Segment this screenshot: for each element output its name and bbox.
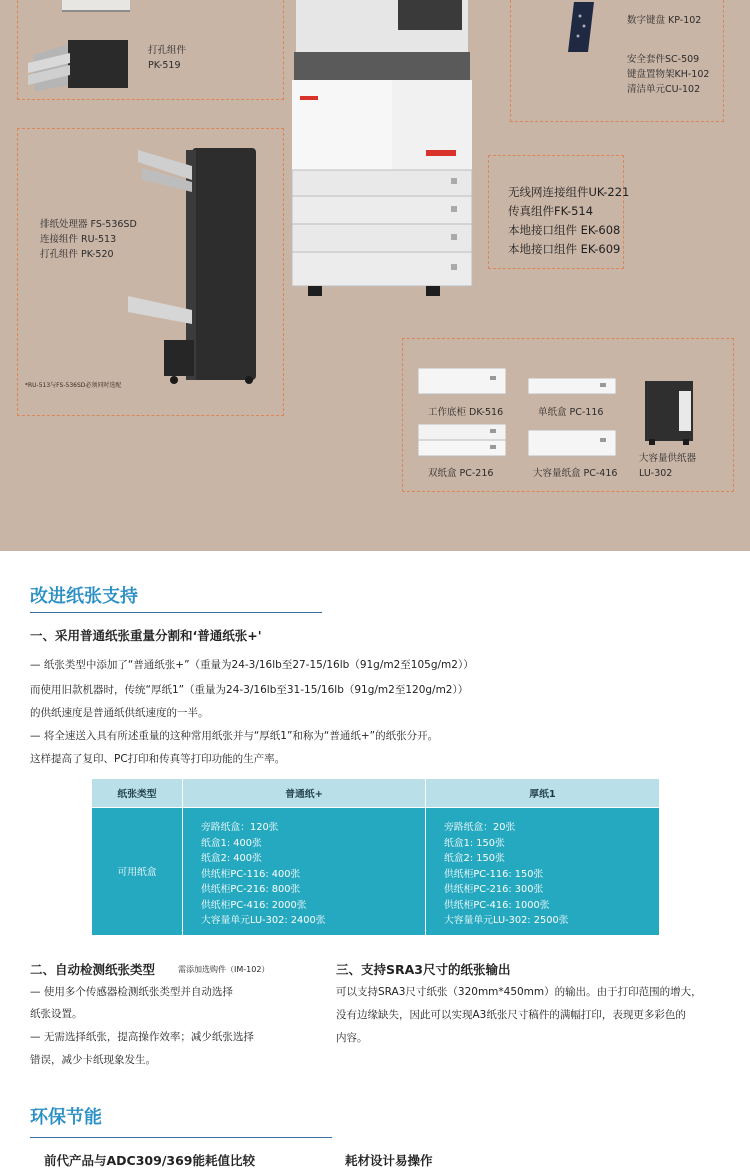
paper-line-2: 而使用旧款机器时，传统“厚纸1”（重量为24-3/16lb至31-15/16lb（91g/m2至120g/m2）） bbox=[30, 684, 469, 696]
keypad-kp102-image bbox=[568, 2, 594, 52]
finisher-label-1: 排纸处理器 FS-536SD bbox=[40, 219, 137, 230]
tray-pc416-label: 大容量纸盒 PC-416 bbox=[533, 468, 618, 479]
options-panel bbox=[0, 0, 750, 551]
auto-detect-note: 需添加选购件（IM-102） bbox=[178, 965, 270, 974]
paper-heading-1: 一、采用普通纸张重量分割和‘普通纸张+' bbox=[30, 628, 262, 643]
feeder-lu302-image bbox=[645, 381, 695, 445]
finisher-note: *RU-513与FS-536SD必须同时选配 bbox=[25, 382, 122, 389]
keypad-kp102-label: 数字键盘 KP-102 bbox=[627, 15, 702, 26]
auto-detect-line-3: — 无需选择纸张，提高操作效率；减少纸张选择 bbox=[30, 1031, 254, 1043]
table-cell-plain-plus bbox=[183, 808, 426, 936]
feeder-lu302-label: 大容量供纸器 LU-302 bbox=[639, 453, 697, 479]
eco-right-heading: 耗材设计易操作 bbox=[345, 1153, 433, 1168]
sra3-line-2: 没有边缘缺失，因此可以实现A3纸张尺寸稿件的满幅打印，表现更多彩色的 bbox=[336, 1009, 686, 1021]
network-label-3: 本地接口组件 EK-608 bbox=[508, 223, 621, 237]
paper-line-3: 的供纸速度是普通纸供纸速度的一半。 bbox=[30, 707, 209, 719]
paper-section-divider bbox=[30, 612, 322, 613]
table-value: 供纸柜PC-416: 2000张 bbox=[201, 899, 307, 911]
table-value: 旁路纸盒：20张 bbox=[444, 822, 516, 833]
table-value: 大容量单元LU-302: 2400张 bbox=[201, 915, 326, 926]
cabinet-dk516-label: 工作底柜 DK-516 bbox=[428, 407, 504, 418]
tray-image-top bbox=[62, 0, 130, 12]
punch-kit-pk519-image bbox=[24, 35, 130, 93]
eco-section-divider bbox=[30, 1137, 332, 1138]
finisher-label-2: 连接组件 RU-513 bbox=[40, 234, 117, 245]
security-label-1: 安全套件SC-509 bbox=[627, 54, 700, 65]
paper-line-5: 这样提高了复印、PC打印和传真等打印功能的生产率。 bbox=[30, 753, 286, 765]
paper-line-4: — 将全速送入具有所述重量的这种常用纸张并与“厚纸1”和称为“普通纸+”的纸张分开。 bbox=[30, 730, 439, 742]
cabinet-dk516-image bbox=[418, 368, 506, 396]
tray-pc116-image bbox=[528, 378, 616, 396]
table-value: 供纸柜PC-216: 300张 bbox=[444, 884, 544, 895]
auto-detect-heading: 二、自动检测纸张类型 bbox=[30, 962, 156, 977]
paper-line-1: — 纸张类型中添加了“普通纸张+”（重量为24-3/16lb至27-15/16lb（91g/m2至105g/m2）） bbox=[30, 659, 474, 671]
table-header-type: 纸张类型 bbox=[92, 779, 183, 808]
sra3-line-1: 可以支持SRA3尺寸纸张（320mm*450mm）的输出。由于打印范围的增大， bbox=[336, 986, 702, 998]
table-row-label: 可用纸盒 bbox=[92, 808, 183, 936]
table-header-plain-plus: 普通纸+ bbox=[183, 779, 426, 808]
network-label-1: 无线网连接组件UK-221 bbox=[508, 185, 630, 199]
paper-capacity-table bbox=[91, 778, 660, 936]
table-value: 供纸柜PC-116: 150张 bbox=[444, 868, 544, 880]
eco-section-title: 环保节能 bbox=[30, 1107, 102, 1128]
tray-pc216-image bbox=[418, 424, 506, 458]
table-value: 供纸柜PC-416: 1000张 bbox=[444, 899, 550, 911]
punch-kit-pk519-label: 打孔组件 PK-519 bbox=[148, 45, 187, 71]
table-value: 大容量单元LU-302: 2500张 bbox=[444, 915, 569, 926]
table-value: 纸盒1: 400张 bbox=[201, 837, 262, 849]
eco-left-heading: 前代产品与ADC309/369能耗值比较 bbox=[44, 1153, 255, 1168]
network-label-4: 本地接口组件 EK-609 bbox=[508, 242, 621, 256]
table-value: 纸盒2: 150张 bbox=[444, 853, 505, 864]
table-value: 纸盒1: 150张 bbox=[444, 837, 505, 849]
table-value: 供纸柜PC-116: 400张 bbox=[201, 868, 301, 880]
finisher-image bbox=[124, 140, 259, 385]
table-value: 供纸柜PC-216: 800张 bbox=[201, 884, 301, 895]
tray-pc116-label: 单纸盒 PC-116 bbox=[538, 407, 604, 418]
sra3-line-3: 内容。 bbox=[336, 1032, 368, 1044]
table-value: 旁路纸盒：120张 bbox=[201, 822, 279, 833]
table-cell-thick1 bbox=[426, 808, 660, 936]
auto-detect-line-1: — 使用多个传感器检测纸张类型并自动选择 bbox=[30, 986, 233, 998]
copier-image bbox=[286, 0, 476, 300]
auto-detect-line-2: 纸张设置。 bbox=[30, 1008, 83, 1020]
security-label-2: 键盘置物架KH-102 bbox=[627, 69, 710, 80]
sra3-heading: 三、支持SRA3尺寸的纸张输出 bbox=[336, 962, 511, 977]
network-label-2: 传真组件FK-514 bbox=[508, 204, 594, 218]
table-value: 纸盒2: 400张 bbox=[201, 853, 262, 864]
tray-pc416-image bbox=[528, 430, 616, 458]
security-label-3: 清洁单元CU-102 bbox=[627, 84, 701, 95]
tray-pc216-label: 双纸盒 PC-216 bbox=[428, 468, 494, 479]
finisher-label-3: 打孔组件 PK-520 bbox=[40, 249, 114, 260]
paper-section-title: 改进纸张支持 bbox=[30, 586, 138, 607]
auto-detect-line-4: 错误，减少卡纸现象发生。 bbox=[30, 1054, 156, 1066]
table-header-thick1: 厚纸1 bbox=[426, 779, 660, 808]
